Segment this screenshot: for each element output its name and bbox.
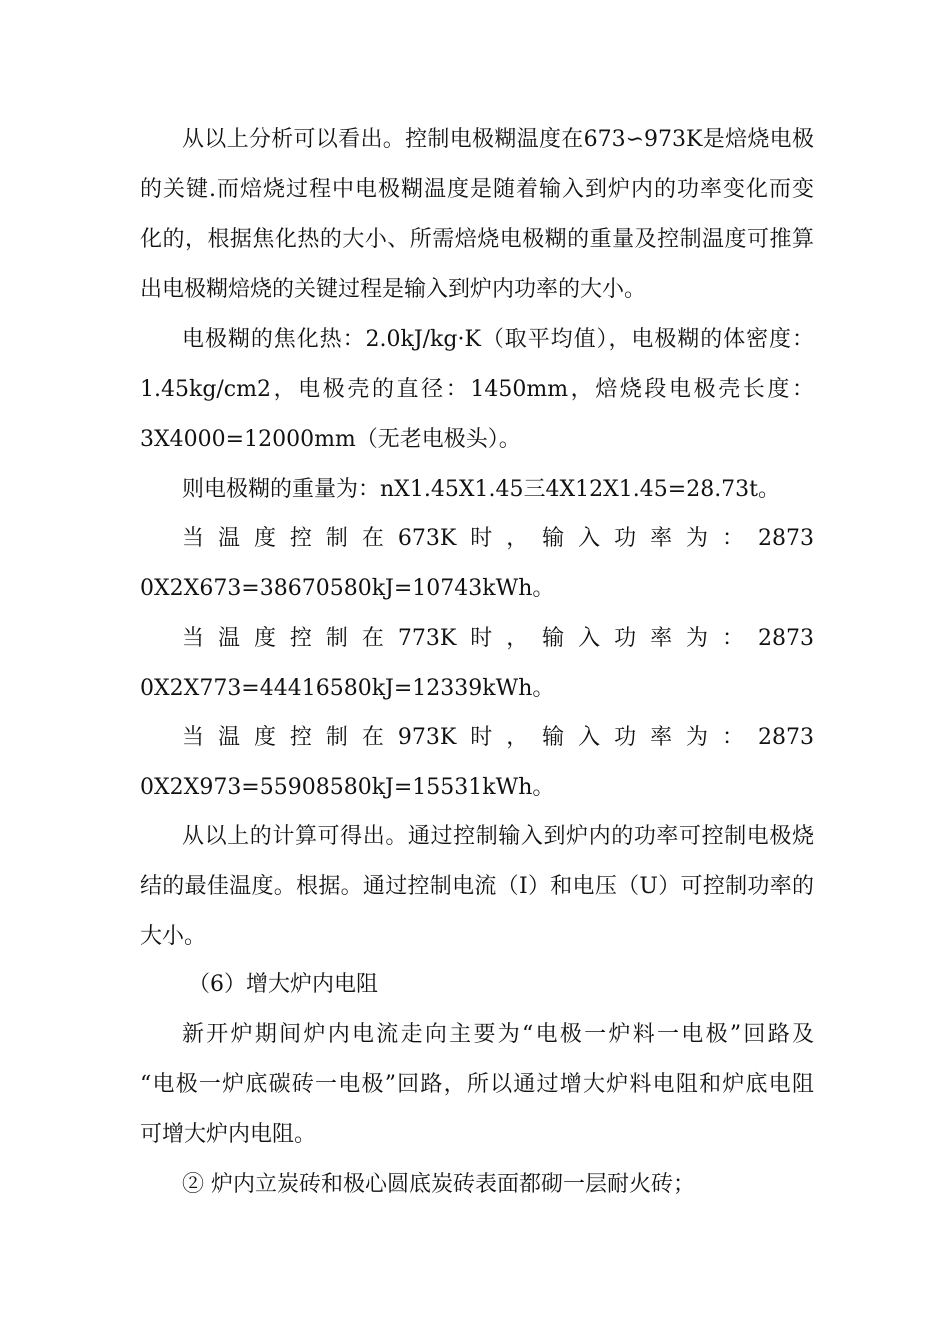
text-line: 当温度控制在773K时，输入功率为：2873 <box>182 626 814 651</box>
text-line: 3X4000=12000mm（无老电极头）。 <box>140 427 521 452</box>
section-heading: （6）增大炉内电阻 <box>188 972 378 997</box>
text-line: 0X2X673=38670580kJ=10743kWh。 <box>140 576 555 601</box>
text-line: 0X2X973=55908580kJ=15531kWh。 <box>140 775 555 800</box>
text-line: 新开炉期间炉内电流走向主要为“电极一炉料一电极”回路及 <box>182 1022 814 1047</box>
text-line: 从以上分析可以看出。控制电极糊温度在673∽973K是焙烧电极 <box>182 127 814 152</box>
text-line: 的关键.而焙烧过程中电极糊温度是随着输入到炉内的功率变化而变 <box>140 177 814 202</box>
text-line: 电极糊的焦化热：2.0kJ/kg·K（取平均值），电极糊的体密度： <box>182 327 814 352</box>
text-line: 0X2X773=44416580kJ=12339kWh。 <box>140 676 555 701</box>
text-line: 当温度控制在973K时，输入功率为：2873 <box>182 725 814 750</box>
text-line: 当温度控制在673K时，输入功率为：2873 <box>182 526 814 551</box>
text-line: 则电极糊的重量为：nX1.45X1.45三4X12X1.45=28.73t。 <box>182 477 781 502</box>
text-line: 结的最佳温度。根据。通过控制电流（I）和电压（U）可控制功率的 <box>140 874 814 899</box>
text-line: 可增大炉内电阻。 <box>140 1122 317 1147</box>
text-line: 出电极糊焙烧的关键过程是输入到炉内功率的大小。 <box>140 277 647 302</box>
list-item: ② 炉内立炭砖和极心圆底炭砖表面都砌一层耐火砖； <box>182 1172 695 1197</box>
text-line: “电极一炉底碳砖一电极”回路，所以通过增大炉料电阻和炉底电阻 <box>140 1072 814 1097</box>
text-line: 从以上的计算可得出。通过控制输入到炉内的功率可控制电极烧 <box>182 824 814 849</box>
text-line: 化的，根据焦化热的大小、所需焙烧电极糊的重量及控制温度可推算 <box>140 227 814 252</box>
text-line: 1.45kg/cm2，电极壳的直径：1450mm，焙烧段电极壳长度： <box>140 377 814 402</box>
text-line: 大小。 <box>140 924 207 949</box>
